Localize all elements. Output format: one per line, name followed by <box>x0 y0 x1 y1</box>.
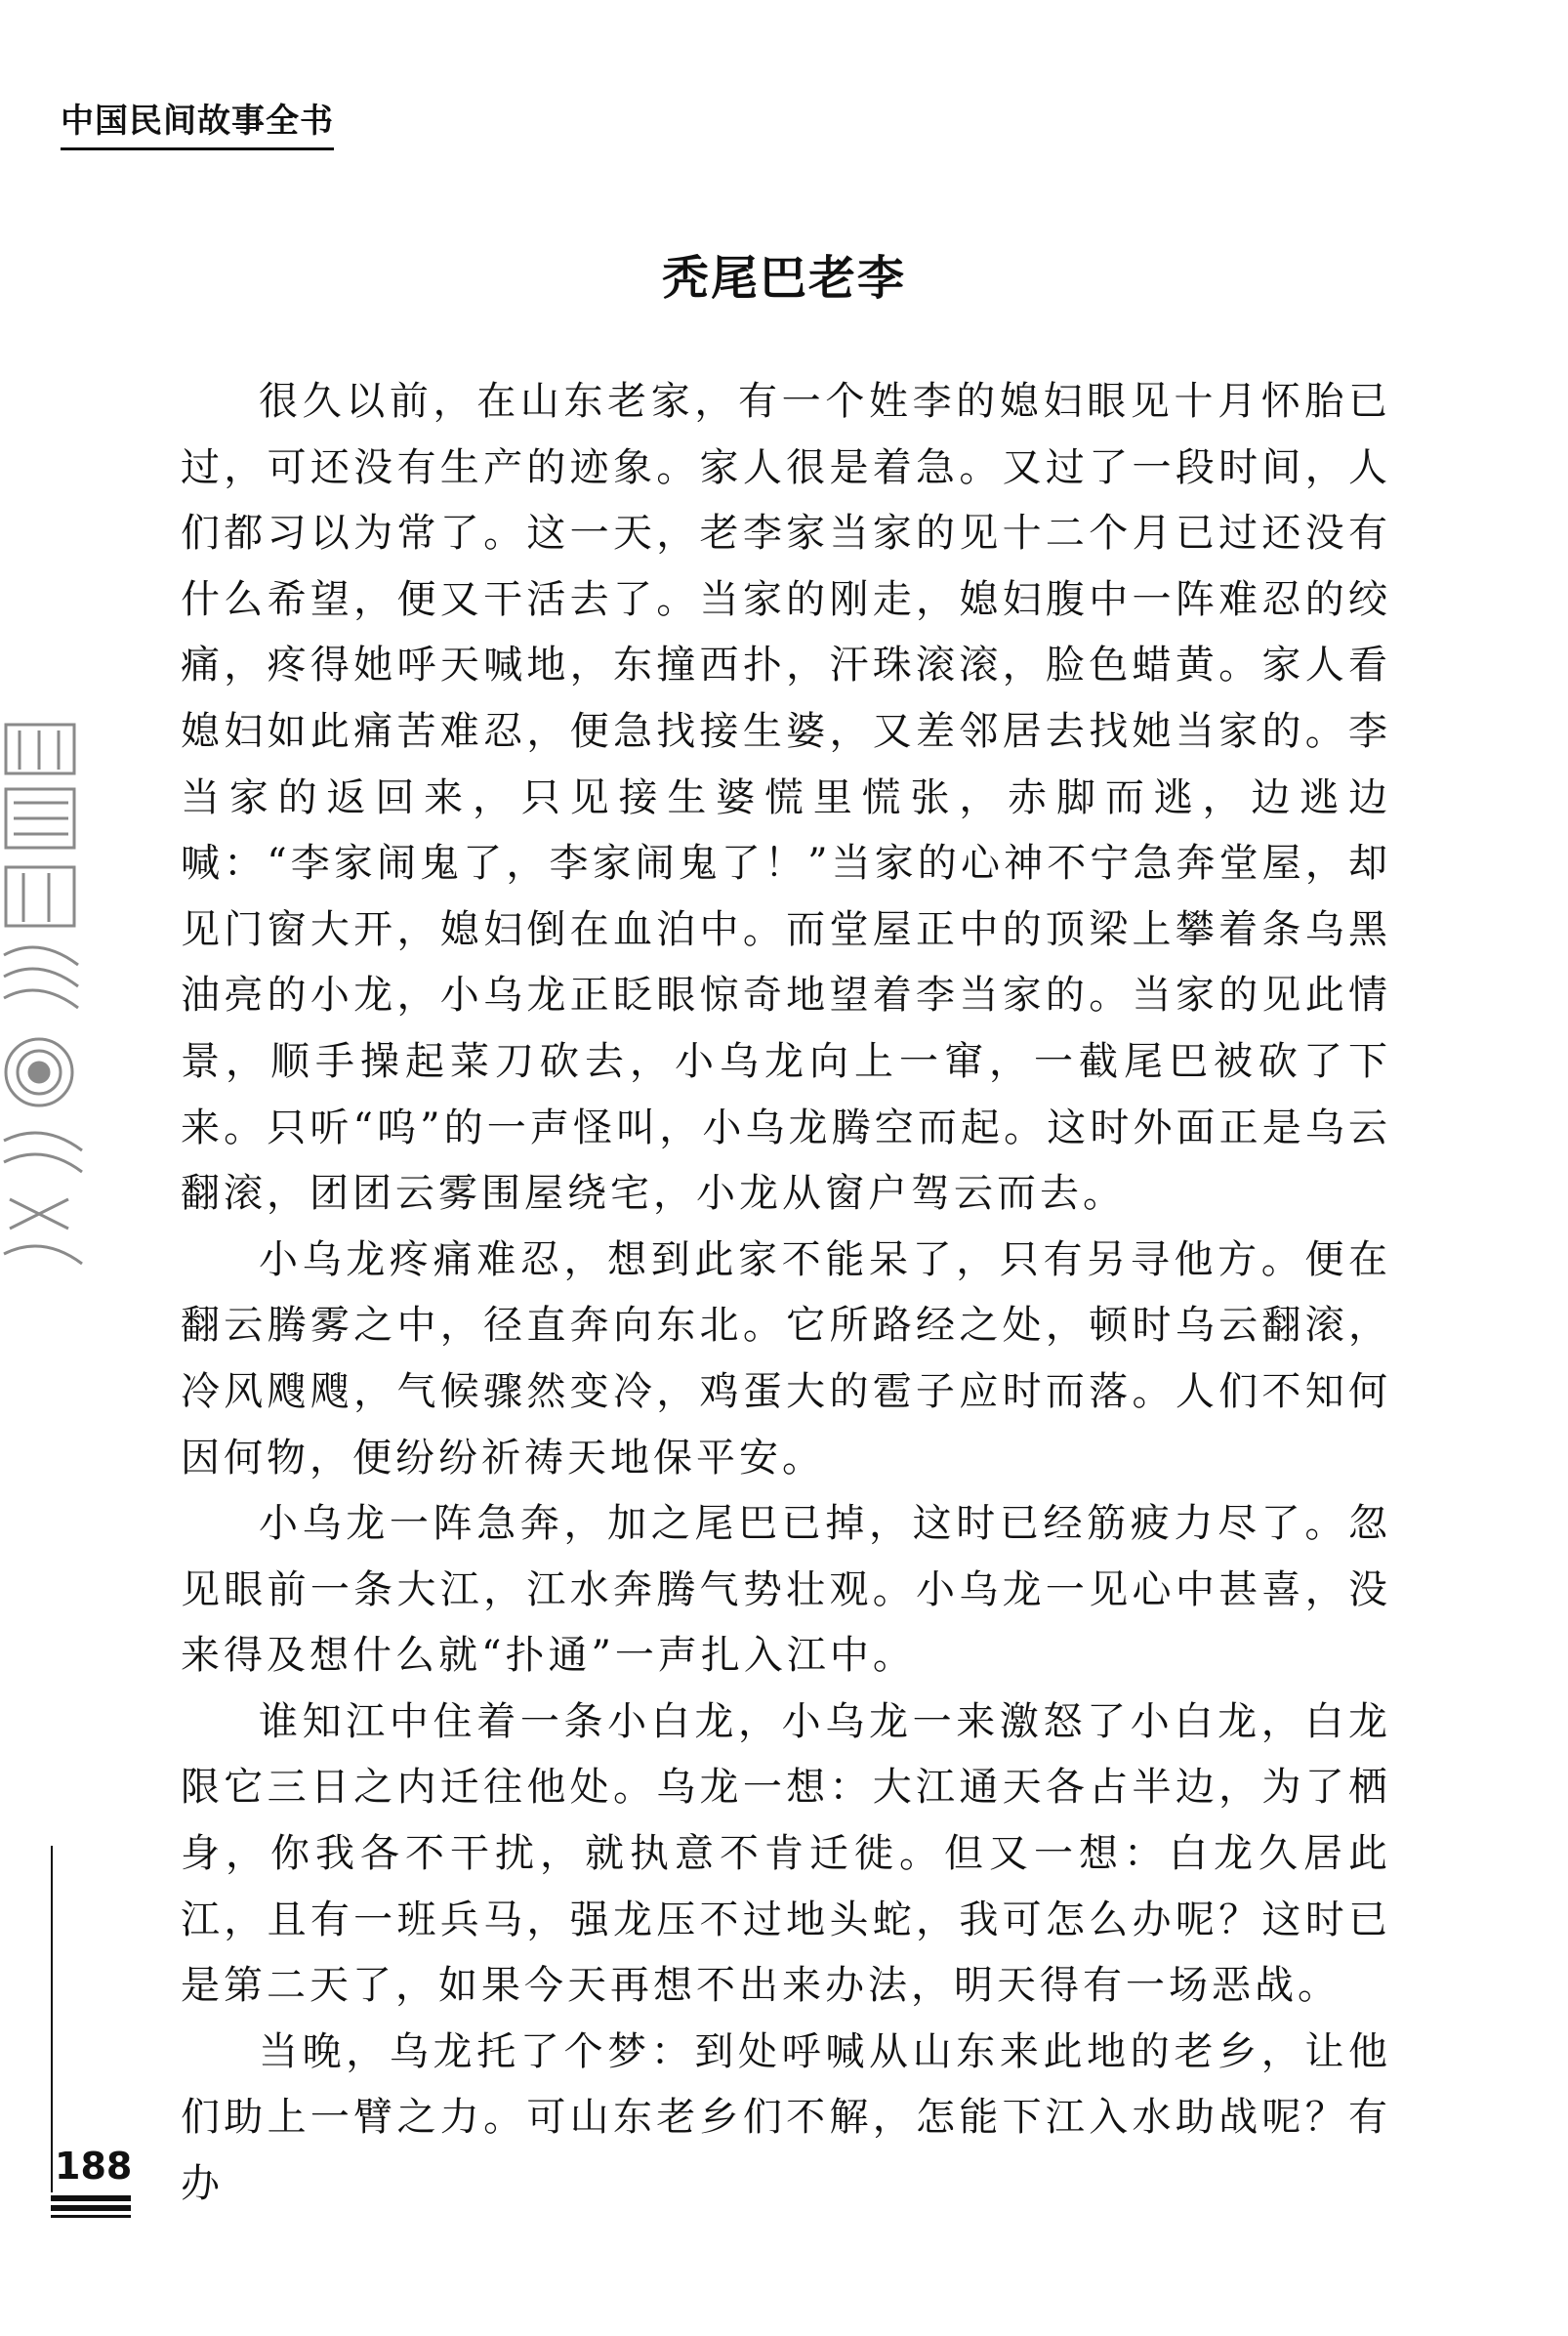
footer-rules <box>51 2195 131 2222</box>
paragraph-5: 当晚，乌龙托了个梦：到处呼喊从山东来此地的老乡，让他们助上一臂之力。可山东老乡们不解，怎能下江入水助战呢？有办 <box>181 2028 1391 2207</box>
page-number: 188 <box>55 2145 133 2188</box>
paragraph-3: 小乌龙一阵急奔，加之尾巴已掉，这时已经筋疲力尽了。忽见眼前一条大江，江水奔腾气势壮观。小乌龙一见心中甚喜，没来得及想什么就“扑通”一声扎入江中。 <box>181 1501 1391 1679</box>
ornament-icon <box>0 721 90 1287</box>
story-body <box>181 369 1391 2218</box>
running-header: 中国民间故事全书 <box>61 94 334 150</box>
footer-bar <box>51 2205 131 2211</box>
paragraph-1: 很久以前，在山东老家，有一个姓李的媳妇眼见十月怀胎已过，可还没有生产的迹象。家人很是着急。又过了一段时间，人们都习以为常了。这一天，老李家当家的见十二个月已过还没有什么希望，便又干活去了。当家的刚走，媳妇腹中一阵难忍的绞痛，疼得她呼天喊地，东撞西扑，汗珠滚滚，脸色蜡黄。家人看媳妇如此痛苦难忍，便急找接生婆，又差邻居去找她当家的。李当家的返回来，只见接生婆慌里慌张，赤脚而逃，边逃边喊：“李家闹鬼了，李家闹鬼了！”当家的心神不宁急奔堂屋，却见门窗大开，媳妇倒在血泊中。而堂屋正中的顶梁上攀着条乌黑油亮的小龙，小乌龙正眨眼惊奇地望着李当家的。当家的见此情景，顺手操起菜刀砍去，小乌龙向上一窜，一截尾巴被砍了下来。只听“呜”的一声怪叫，小乌龙腾空而起。这时外面正是乌云翻滚，团团云雾围屋绕宅，小龙从窗户驾云而去。 <box>181 379 1391 1217</box>
paragraph-2: 小乌龙疼痛难忍，想到此家不能呆了，只有另寻他方。便在翻云腾雾之中，径直奔向东北。它所路经之处，顿时乌云翻滚，冷风飕飕，气候骤然变冷，鸡蛋大的雹子应时而落。人们不知何因何物，便纷纷祈祷天地保平安。 <box>181 1236 1391 1481</box>
story-title: 秃尾巴老李 <box>661 251 906 306</box>
paragraph-4: 谁知江中住着一条小白龙，小乌龙一来激怒了小白龙，白龙限它三日之内迁往他处。乌龙一想：大江通天各占半边，为了栖身，你我各不干扰，就执意不肯迁徙。但又一想：白龙久居此江，且有一班兵马，强龙压不过地头蛇，我可怎么办呢？这时已是第二天了，如果今天再想不出来办法，明天得有一场恶战。 <box>181 1698 1391 2009</box>
footer-bar <box>51 2195 131 2201</box>
footer-bar <box>51 2215 131 2218</box>
margin-rule <box>51 1846 53 2192</box>
